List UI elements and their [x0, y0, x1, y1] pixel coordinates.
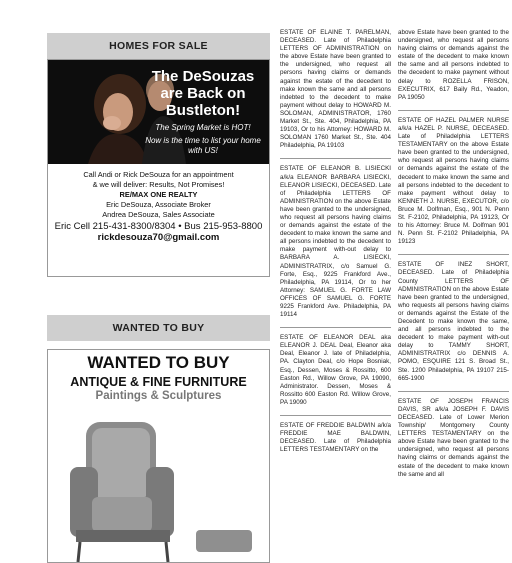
section-header-homes: HOMES FOR SALE — [47, 33, 270, 59]
agent-1: Eric DeSouza, Associate Broker — [106, 200, 211, 209]
legal-notices-column-2 — [398, 29, 509, 487]
homes-for-sale-ad[interactable] — [47, 59, 270, 277]
notice-entry: ESTATE OF HAZEL PALMER NURSE a/k/a HAZEL P. NURSE, DECEASED. Late of Philadelphia LETTERS TESTAMENTARY on the above Estate have been granted to the undersigned, who request all persons having claims or demands against the estate of the decedent to make known the same and all persons indebted to the decedent to make payment without delay to KENNETH J. NURSE, EXECUTOR, c/o Bruce M. Dolfman, Esq., 901 N. Penn St. F-2102, Philadelphia, PA 19123, Or to his Attorney: Bruce M. Dolfman 901 N. Penn St. F-2102 Philadelphia, PA 19123 — [398, 110, 509, 247]
notice-entry: ESTATE OF ELAINE T. PARELMAN, DECEASED. Late of Philadelphia LETTERS OF ADMINISTRATION on the above Estate have been granted to the undersigned, who request all persons having claims or demands against the estate of the decedent to make known the same and all persons indebted to the decedent to make payment without delay to HOWARD M. SOLOMAN, ADMINISTRATOR, 1760 Market St., Ste. 404, Philadelphia, PA 19103, Or to his Attorney: HOWARD M. SOLOMAN 1760 Market St., Ste. 404 Philadelphia, PA 19103 — [280, 29, 391, 150]
call-line-2: & we will deliver: Results, Not Promises! — [92, 180, 225, 189]
notice-entry: ESTATE OF INEZ SHORT, DECEASED. Late of Philadelphia County LETTERS OF ADMINISTRATION on the above Estate have been granted to the undersigned, who requests all persons having claims or demands against the Estate of the Decedent to make known the same, and all persons indebted to the decedent to make payment with-out delay to TAMMY SHORT, ADMINISTRATRIX c/o DENNIS A. POMO, ESQUIRE 121 S. Broad St., Ste. 1200 Philadelphia, PA 19107 215-665-1900 — [398, 254, 509, 382]
section-header-wanted: WANTED TO BUY — [47, 315, 270, 341]
wanted-title: WANTED TO BUY — [87, 353, 230, 372]
wanted-to-buy-ad[interactable] — [47, 349, 270, 563]
notice-entry: ESTATE OF ELEANOR B. LISIECKI a/k/a ELEANOR BARBARA LISIECKI, ELEANOR LISIECKI, DECEASED. Late of Philadelphia LETTERS OF ADMINISTRATION on the above Estate have been granted to the undersigned, who request all persons having claims or demands against the estate of the decedent to make known the same and all persons indebted to the decedent to make payment with-out delay to BARBARA A. LISIECKI, ADMINISTRATRIX, c/o Samuel G. Forte, Esq., 9225 Frankford Ave., Philadelphia, PA 19114, Or to her Attorney: SAMUEL G. FORTE LAW OFFICES OF SAMUEL G. FORTE 9225 Frankford Ave. Philadelphia, PA 19114 — [280, 158, 391, 319]
wanted-line-1: ANTIQUE & FINE FURNITURE — [70, 375, 247, 389]
notice-entry: ESTATE OF ELEANOR DEAL aka ELEANOR J. DEAL Deal, Eleanor aka Deal, Eleanor J. late of Philadelphia, PA. Clayton Deal, c/o Hope Bosniak, Esq., Dessen, Moses & Rossitto, 600 Easton Rd., Willow Grove, PA 19090, Administrator. Dessen, Moses & Rossitto 600 Easton Rd. Willow Grove, PA 19090 — [280, 327, 391, 407]
notice-entry: ESTATE OF JOSEPH FRANCIS DAVIS, SR a/k/a JOSEPH F. DAVIS DECEASED. Late of Lower Merion Township/ Montgomery County LETTERS TESTAMENTARY on the above Estate have been granted to the undersigned, who request all persons having claims or demands against the estate of the decedent to make known the same and all — [398, 391, 509, 479]
call-line-1: Call Andi or Rick DeSouza for an appointment — [83, 170, 234, 179]
company-name: RE/MAX ONE REALTY — [119, 190, 198, 199]
ad-subline: Now is the time to list your home with US! — [145, 136, 261, 155]
armchair-illustration — [56, 412, 256, 562]
legal-notices-column-1 — [280, 29, 391, 462]
left-ad-column — [47, 33, 270, 563]
wanted-line-2: Paintings & Sculptures — [95, 390, 222, 402]
ad-contact-block — [48, 170, 269, 243]
agent-2: Andrea DeSouza, Sales Associate — [102, 210, 215, 219]
ad-headline: The DeSouzas are Back on Bustleton! — [151, 68, 255, 119]
phone-line: Eric Cell 215-431-8300/8304 • Bus 215-953-8800 — [54, 221, 263, 232]
ad-headline-block — [143, 68, 263, 156]
notice-entry: above Estate have been granted to the undersigned, who request all persons having claims or demands against the estate of the decedent to make known the same and all persons indebted to the decedent to make payment without delay to ROZELLA FRISON, EXECUTRIX, 617 Baily Rd., Yeadon, PA 19050 — [398, 29, 509, 101]
email-address[interactable]: rickdesouza70@gmail.com — [97, 232, 220, 243]
realtor-photo — [48, 60, 269, 164]
ad-tagline: The Spring Market is HOT! — [155, 123, 251, 132]
notice-entry: ESTATE OF FREDDIE BALDWIN a/k/a FREDDIE MAE BALDWIN, DECEASED. Late of Philadelphia LETTERS TESTAMENTARY on the — [280, 415, 391, 454]
